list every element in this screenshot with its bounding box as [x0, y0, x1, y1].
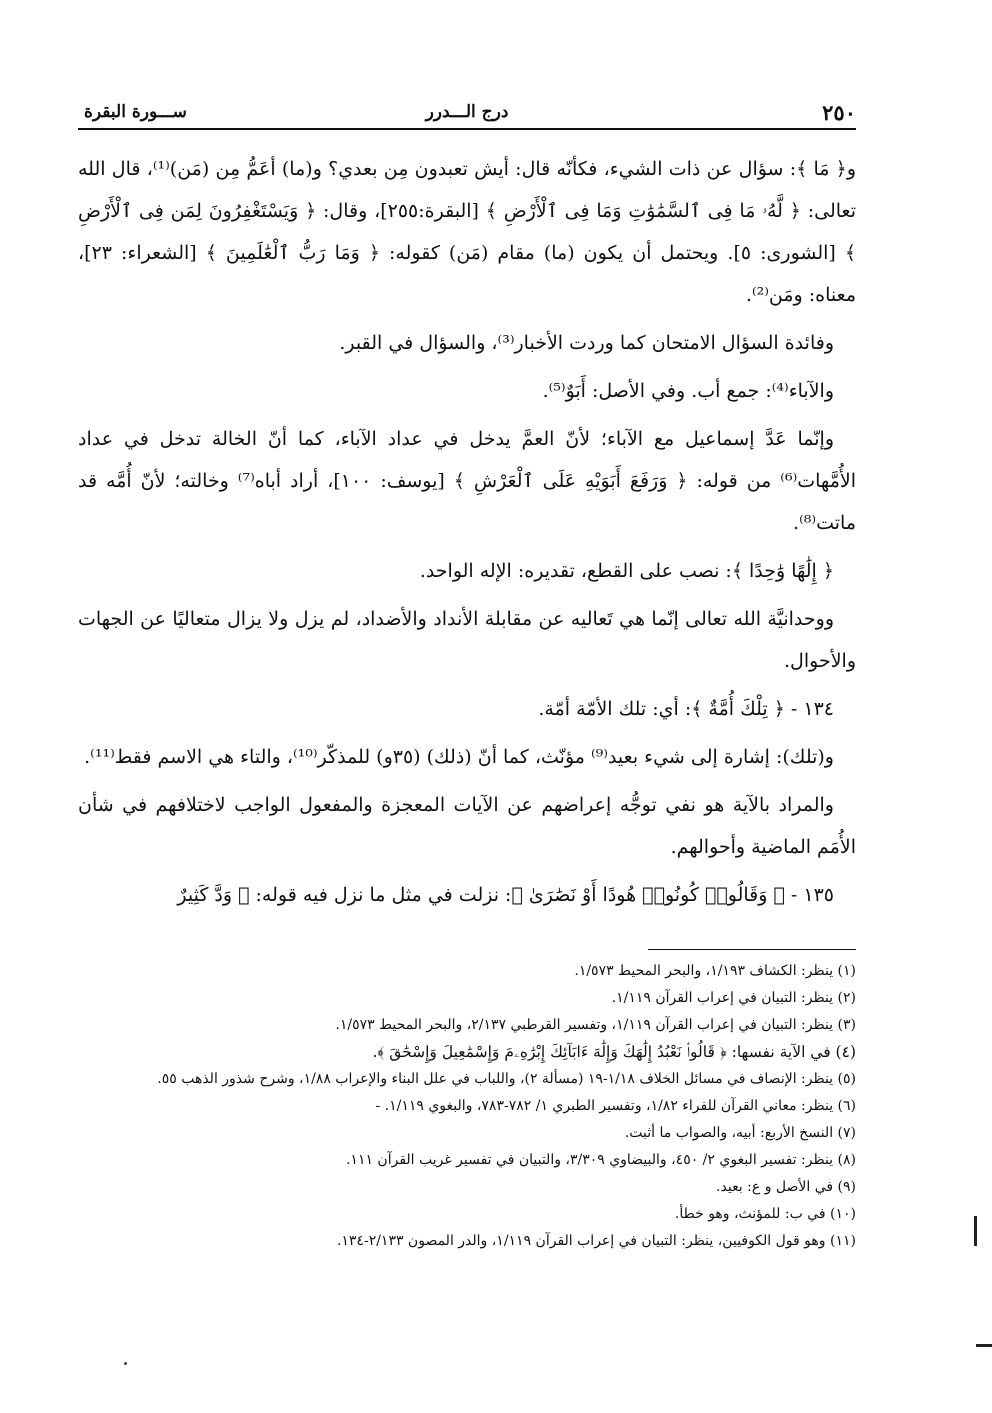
footnote: (٣) ينظر: التبيان في إعراب القرآن ١/١١٩، وتفسير القرطبي ٢/١٣٧، والبحر المحيط ١/٥٧٣. — [335, 1017, 856, 1033]
footnote: (١٠) في ب: للمؤنث، وهو خطأ. — [674, 1206, 856, 1222]
footnote: (٨) ينظر: تفسير البغوي ٢/ ٤٥٠، والبيضاوي ٣/٣٠٩، والتبيان في تفسير غريب القرآن ١١١. — [345, 1152, 856, 1168]
footnote: (٩) في الأصل و ع: بعيد. — [716, 1179, 856, 1195]
paragraph: ووحدانيَّة الله تعالى إنّما هي تَعاليه عن مقابلة الأنداد والأضداد، لم يزل ولا يزال متعاليًا عن الجهات والأحوال. — [78, 608, 856, 672]
verse-heading: ١٣٥ - ﴿ وَقَالُوا۟ كُونُوا۟ هُودًا أَوْ نَصَٰرَىٰ ﴾: نزلت في مثل ما نزل فيه قوله: ﴿ وَدَّ كَثِيرٌ — [177, 884, 834, 906]
paragraph: و(تلك): إشارة إلى شيء بعيد⁽⁹⁾ مؤنّث، كما أنّ (ذلك) (٣٥و) للمذكّر⁽¹⁰⁾، والتاء هي الاسم فقط⁽¹¹⁾. — [84, 746, 834, 768]
header-rule — [78, 128, 856, 130]
footnote: (١) ينظر: الكشاف ١/١٩٣، والبحر المحيط ١/٥٧٣. — [574, 963, 856, 979]
footnote-separator — [648, 949, 856, 950]
main-text — [78, 148, 856, 922]
footnote: (٢) ينظر: التبيان في إعراب القرآن ١/١١٩. — [611, 990, 856, 1006]
verse-heading: ١٣٤ - ﴿ تِلْكَ أُمَّةٌ ﴾: أي: تلك الأمّة أمّة. — [538, 698, 834, 720]
page-number: ٢٥٠ — [822, 100, 856, 125]
paragraph: و﴿ مَا ﴾: سؤال عن ذات الشيء، فكأنّه قال: أيش تعبدون مِن بعدي؟ و(ما) أعَمُّ مِن (مَن)⁽¹⁾، قال الله تعالى: ﴿ لَّهُۥ مَا فِى ٱلسَّمَٰوَٰتِ وَمَا فِى ٱلْأَرْضِ ﴾ [البقرة:٢٥٥]، وقال: ﴿ وَيَسْتَغْفِرُونَ لِمَن فِى ٱلْأَرْضِ ﴾ [الشورى: ٥]. ويحتمل أن يكون (ما) مقام (مَن) كقوله: ﴿ وَمَا رَبُّ ٱلْعَٰلَمِينَ ﴾ [الشعراء: ٢٣]، معناه: ومَن⁽²⁾. — [78, 158, 856, 306]
footnote: (٤) في الآية نفسها: ﴿ قَالُوا۟ نَعْبُدُ إِلَٰهَكَ وَإِلَٰهَ ءَابَآئِكَ إِبْرَٰهِۦمَ وَإِسْمَٰعِيلَ وَإِسْحَٰقَ ﴾. — [372, 1043, 856, 1061]
paragraph: ﴿ إِلَٰهًا وَٰحِدًا ﴾: نصب على القطع، تقديره: الإله الواحد. — [419, 560, 834, 582]
page-header — [78, 100, 856, 126]
footnote: (٥) ينظر: الإنصاف في مسائل الخلاف ١/١٨-١٩ (مسألة ٢)، واللباب في علل البناء والإعراب ١/٨٨، وشرح شذور الذهب ٥٥. — [157, 1071, 856, 1087]
scan-margin-mark — [974, 1216, 977, 1246]
footnote: (١١) وهو قول الكوفيين، ينظر: التبيان في إعراب القرآن ١/١١٩، والدر المصون ٢/١٣٣-١٣٤. — [336, 1233, 856, 1249]
scan-speck — [124, 1362, 127, 1365]
paragraph: وإنّما عَدَّ إسماعيل مع الآباء؛ لأنّ العمَّ يدخل في عداد الآباء، كما أنّ الخالة تدخل في عداد الأُمَّهات⁽⁶⁾ من قوله: ﴿ وَرَفَعَ أَبَوَيْهِ عَلَى ٱلْعَرْشِ ﴾ [يوسف: ١٠٠]، أراد أباه⁽⁷⁾ وخالته؛ لأنّ أُمَّه قد ماتت⁽⁸⁾. — [78, 428, 856, 534]
footnote: (٦) ينظر: معاني القرآن للفراء ١/٨٢، وتفسير الطبري ١/ ٧٨٢-٧٨٣، والبغوي ١/١١٩. - — [375, 1098, 856, 1114]
footnotes — [78, 958, 856, 1255]
book-title: درج الـــدرر — [425, 102, 509, 122]
paragraph: والمراد بالآية هو نفي توجُّه إعراضهم عن الآيات المعجزة والمفعول الواجب لاختلافهم في شأن الأُمَم الماضية وأحوالهم. — [78, 794, 856, 858]
paragraph: والآباء⁽⁴⁾: جمع أب. وفي الأصل: أَبَوٌ⁽⁵⁾. — [542, 380, 834, 402]
footnote: (٧) النسخ الأربع: أبيه، والصواب ما أثبت. — [624, 1125, 856, 1141]
surah-name: ســـورة البقرة — [84, 102, 187, 122]
scan-edge-mark — [976, 1344, 992, 1347]
paragraph: وفائدة السؤال الامتحان كما وردت الأخبار⁽³⁾، والسؤال في القبر. — [339, 332, 834, 354]
